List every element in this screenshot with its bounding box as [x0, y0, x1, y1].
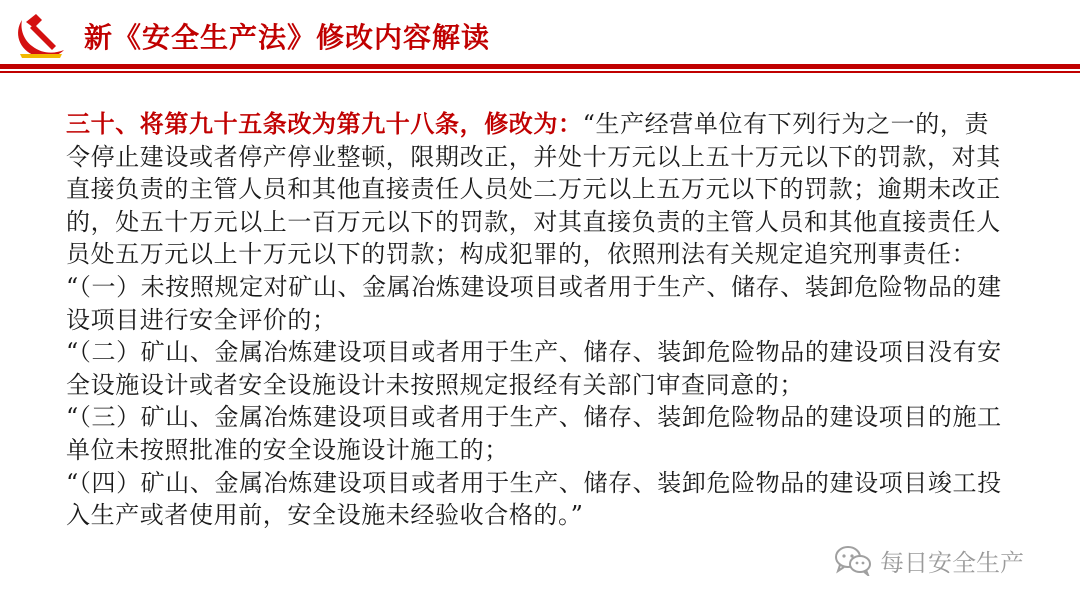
header-divider-thin	[0, 71, 1080, 73]
wechat-icon	[834, 544, 872, 576]
intro-paragraph	[66, 108, 1012, 271]
wechat-watermark	[834, 542, 1024, 578]
list-item: “（三）矿山、金属冶炼建设项目或者用于生产、储存、装卸危险物品的建设项目的施工单位未按照批准的安全设施设计施工的；	[66, 403, 1002, 464]
header-divider-thick	[0, 64, 1080, 69]
watermark-label: 每日安全生产	[880, 548, 1024, 577]
slide-header	[0, 0, 1080, 70]
page-title: 新《安全生产法》修改内容解读	[84, 21, 491, 54]
list-item: “（四）矿山、金属冶炼建设项目或者用于生产、储存、装卸危险物品的建设项目竣工投入生产或者使用前，安全设施未经验收合格的。”	[66, 468, 1002, 530]
intro-text: “生产经营单位有下列行为之一的，责令停止建设或者停产停业整顿，限期改正，并处十万元以上五十万元以下的罚款，对其直接负责的主管人员和其他直接责任人员处二万元以上五万元以下的罚款；逾期未改正的，处五十万元以上一百万元以下的罚款，对其直接负责的主管人员和其他直接责任人员处五万元以上十万元以下的罚款；构成犯罪的，依照刑法有关规定追究刑事责任：	[66, 110, 1001, 269]
article-body	[66, 108, 1012, 532]
amendment-lead: 三十、将第九十五条改为第九十八条，修改为：	[66, 109, 583, 138]
list-item: “（一）未按照规定对矿山、金属冶炼建设项目或者用于生产、储存、装卸危险物品的建设项目进行安全评价的；	[66, 272, 1002, 334]
list-item: “（二）矿山、金属冶炼建设项目或者用于生产、储存、装卸危险物品的建设项目没有安全设施设计或者安全设施设计未按照规定报经有关部门审查同意的；	[66, 338, 1002, 399]
party-emblem-icon	[12, 10, 68, 62]
